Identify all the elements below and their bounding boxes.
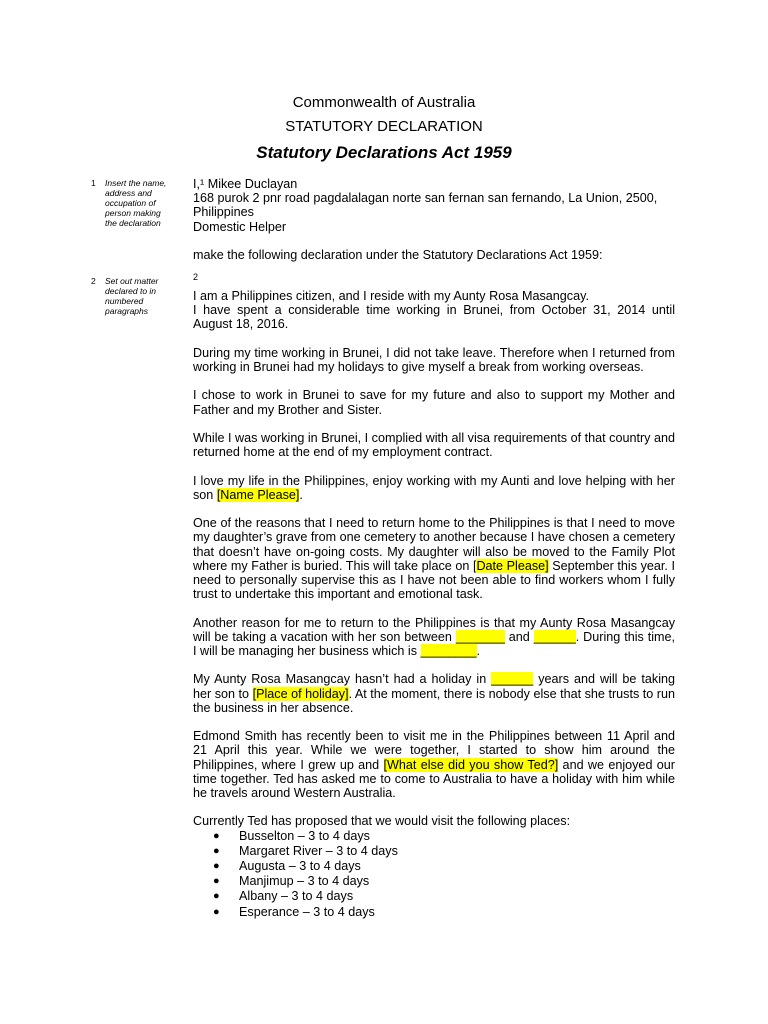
placeholder-place: [Place of holiday]: [252, 686, 349, 701]
paragraph-brunei-work: I have spent a considerable time working in Brunei, from October 31, 2014 until August 18, 2016.: [193, 303, 675, 332]
list-item: [213, 874, 675, 889]
bullet-icon: ●: [213, 844, 220, 857]
text-run: years and will be taking her son to: [193, 672, 676, 701]
text-run: and: [504, 629, 534, 644]
declarant-details: [193, 177, 675, 234]
bullet-icon: ●: [213, 890, 220, 903]
placeholder-end-date: ______: [533, 629, 576, 644]
margin-note-text: Insert the name, address and occupation of person making the declaration: [105, 178, 167, 228]
list-item: [213, 905, 675, 920]
places-list: [193, 829, 675, 920]
declarant-address-line-2: Philippines: [193, 205, 254, 220]
header-commonwealth: Commonwealth of Australia: [292, 94, 476, 111]
paragraph-grave: [193, 516, 675, 601]
declarant-occupation: Domestic Helper: [193, 219, 287, 234]
list-item-text: Margaret River – 3 to 4 days: [239, 843, 398, 858]
paragraph-visa: While I was working in Brunei, I complied with all visa requirements of that country and returned home at the end of my employment contract.: [193, 430, 675, 460]
placeholder-date: Date Please]: [476, 558, 549, 573]
bullet-icon: ●: [213, 859, 220, 872]
text-run: . During this time, I will be managing her business which is: [193, 629, 675, 658]
bullet-icon: ●: [213, 905, 220, 918]
list-item: [213, 844, 675, 859]
list-item-text: Manjimup – 3 to 4 days: [239, 874, 370, 889]
paragraph-aunty-holiday: [193, 672, 675, 715]
paragraph-reason-brunei: I chose to work in Brunei to save for my future and also to support my Mother and Father and my Brother and Sister.: [193, 388, 675, 417]
paragraph-proposed-places: Currently Ted has proposed that we would visit the following places:: [193, 814, 571, 829]
text-run: September this year. I need to personally supervise this as I have not been able to find workers whom I fully trust to undertake this important and emotional task.: [193, 558, 675, 602]
paragraph-life: [193, 474, 675, 502]
placeholder-name: [Name Please]: [216, 487, 300, 502]
list-item: [213, 829, 675, 844]
paragraph-marker: 2: [193, 272, 199, 282]
list-item-text: Esperance – 3 to 4 days: [239, 904, 375, 919]
text-run: and we enjoyed our time together. Ted has asked me to come to Australia to have a holiday with him while he travels around Western Australia.: [193, 757, 675, 800]
text-run: .: [476, 643, 481, 658]
text-run: Edmond Smith has recently been to visit me in the Philippines between 11 April and 21 April this year. While we were together, I started to show him around the Philippines, where I grew up and: [193, 729, 675, 772]
declarant-prefix: I,¹: [193, 177, 208, 191]
paragraph-leave: During my time working in Brunei, I did not take leave. Therefore when I returned from working in Brunei had my holidays to give myself a break from working overseas.: [193, 345, 675, 374]
declaration-body: [193, 289, 675, 920]
list-item-text: Busselton – 3 to 4 days: [239, 828, 370, 843]
margin-note-2: [91, 276, 169, 316]
placeholder-activities: [What else did you show Ted?]: [383, 757, 559, 772]
header-statutory-declaration: STATUTORY DECLARATION: [285, 118, 483, 135]
text-run: Another reason for me to return to the Philippines is that my Aunty Rosa Masangcay will be taking a vacation with her son between: [193, 615, 675, 644]
text-run: [: [472, 558, 477, 573]
placeholder-start-date: _______: [455, 629, 505, 644]
text-run: I love my life in the Philippines, enjoy working with my Aunti and love helping with her son: [193, 473, 675, 502]
placeholder-years: ______: [491, 672, 534, 687]
declarant-address-line-1: 168 purok 2 pnr road pagdalalagan norte san fernan san fernando, La Union, 2500,: [193, 191, 658, 206]
declaration-statement: make the following declaration under the Statutory Declarations Act 1959:: [193, 248, 603, 262]
bullet-icon: ●: [213, 875, 220, 888]
bullet-icon: ●: [213, 829, 220, 842]
margin-note-number: 1: [91, 178, 96, 188]
paragraph-citizenship: I am a Philippines citizen, and I reside with my Aunty Rosa Masangcay.: [193, 289, 589, 303]
placeholder-business: ________: [420, 643, 477, 658]
list-item-text: Albany – 3 to 4 days: [239, 889, 354, 904]
list-item: [213, 889, 675, 904]
list-item: [213, 859, 675, 874]
margin-note-text: Set out matter declared to in numbered paragraphs: [105, 276, 159, 316]
text-run: .: [299, 487, 303, 502]
list-item-text: Augusta – 3 to 4 days: [239, 858, 361, 873]
paragraph-edmond-visit: [193, 729, 675, 800]
text-run: My Aunty Rosa Masangcay hasn’t had a holiday in: [193, 672, 492, 687]
header-act-title: Statutory Declarations Act 1959: [256, 143, 512, 162]
margin-note-number: 2: [91, 276, 96, 286]
text-run: . At the moment, there is nobody else that she trusts to run the business in her absence.: [193, 686, 675, 715]
margin-note-1: [91, 178, 169, 228]
declarant-name-line: [193, 177, 675, 191]
declarant-name: Mikee Duclayan: [207, 177, 298, 191]
text-run: One of the reasons that I need to return home to the Philippines is that I need to move my daughter’s grave from one cemetery to another because I have chosen a cemetery that doesn’t have on-going costs. My daughter will also be moved to the Family Plot where my Father is buried. This will take place on: [193, 516, 675, 573]
paragraph-vacation: [193, 616, 675, 659]
